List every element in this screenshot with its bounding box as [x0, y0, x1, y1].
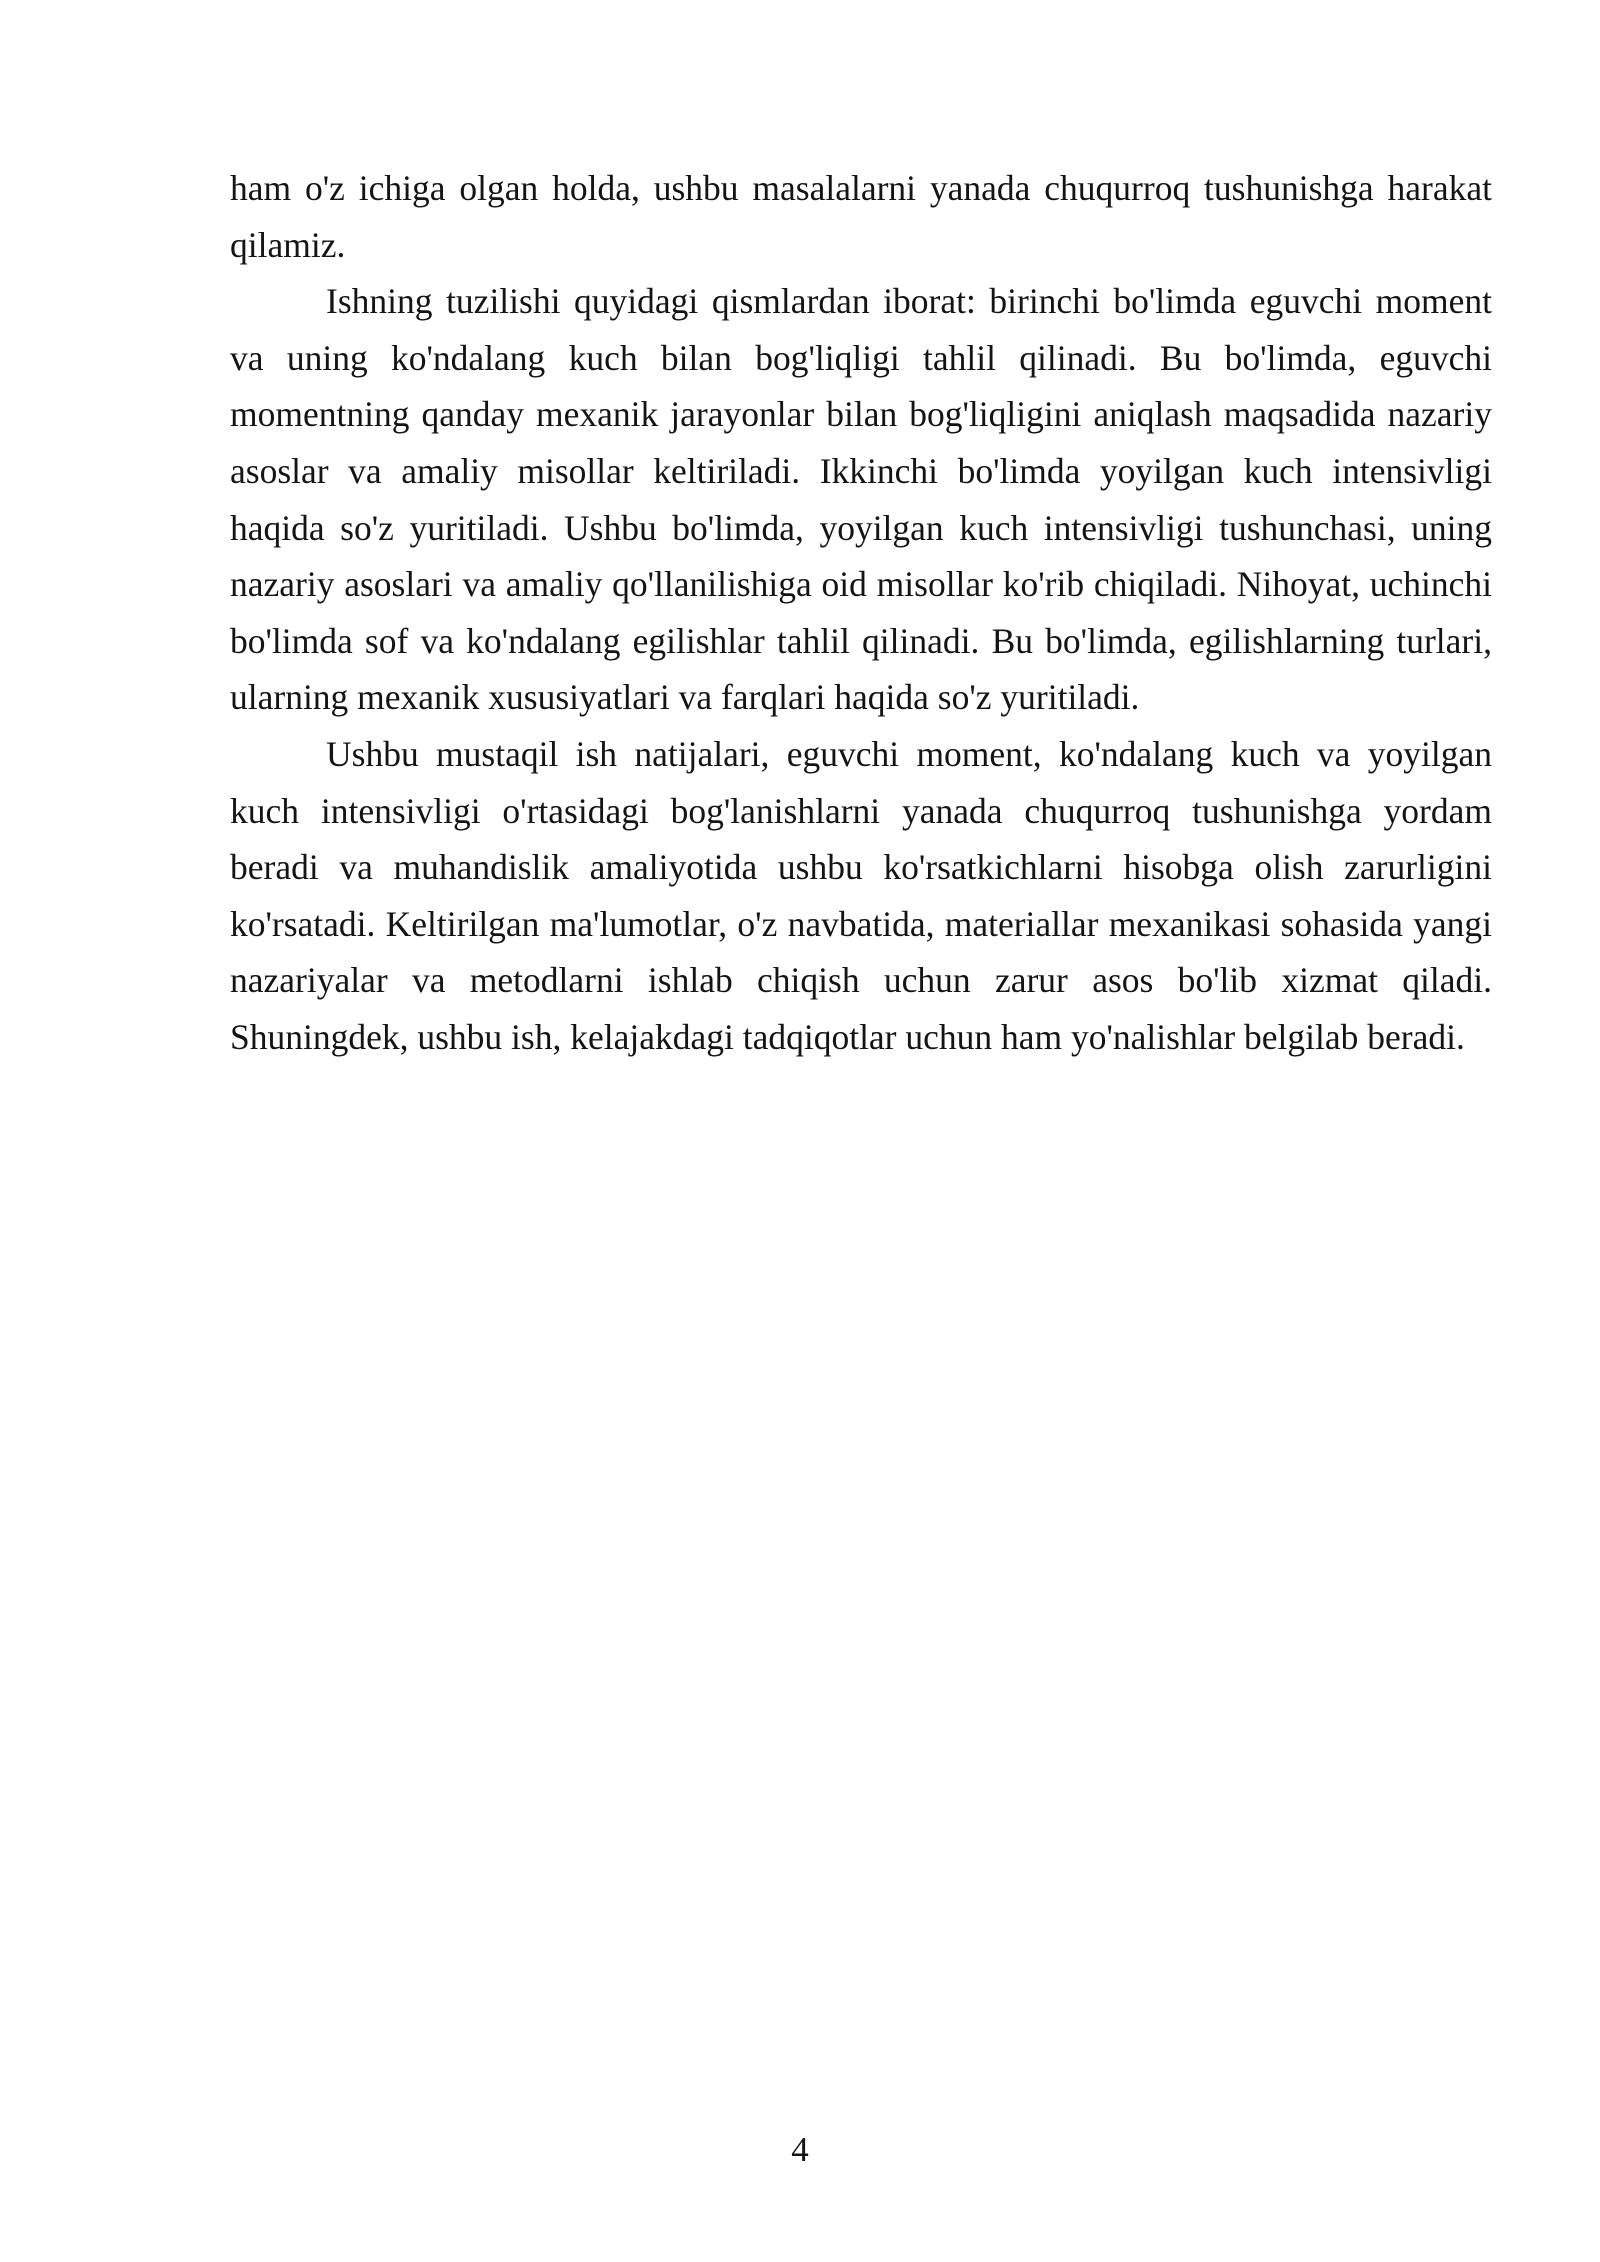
- paragraph-work-structure: Ishning tuzilishi quyidagi qismlardan iborat: birinchi bo'limda eguvchi moment va uning ko'ndalang kuch bilan bog'liqligi tahlil qilinadi. Bu bo'limda, eguvchi momentning qanday mexanik jarayonlar bilan bog'liqligini aniqlash maqsadida nazariy asoslar va amaliy misollar keltiriladi. Ikkinchi bo'limda yoyilgan kuch intensivligi haqida so'z yuritiladi. Ushbu bo'limda, yoyilgan kuch intensivligi tushunchasi, uning nazariy asoslari va amaliy qo'llanilishiga oid misollar ko'rib chiqiladi. Nihoyat, uchinchi bo'limda sof va ko'ndalang egilishlar tahlil qilinadi. Bu bo'limda, egilishlarning turlari, ularning mexanik xususiyatlari va farqlari haqida so'z yuritiladi.: [230, 281, 1492, 718]
- paragraph-results: Ushbu mustaqil ish natijalari, eguvchi moment, ko'ndalang kuch va yoyilgan kuch intensivligi o'rtasidagi bog'lanishlarni yanada chuqurroq tushunishga yordam beradi va muhandislik amaliyotida ushbu ko'rsatkichlarni hisobga olish zarurligini ko'rsatadi. Keltirilgan ma'lumotlar, o'z navbatida, materiallar mexanikasi sohasida yangi nazariyalar va metodlarni ishlab chiqish uchun zarur asos bo'lib xizmat qiladi. Shuningdek, ushbu ish, kelajakdagi tadqiqotlar uchun ham yo'nalishlar belgilab beradi.: [230, 733, 1492, 1057]
- page-number: 4: [791, 2130, 809, 2169]
- document-body: [230, 160, 1492, 1066]
- paragraph-continuation: ham o'z ichiga olgan holda, ushbu masalalarni yanada chuqurroq tushunishga harakat qilamiz.: [230, 168, 1492, 265]
